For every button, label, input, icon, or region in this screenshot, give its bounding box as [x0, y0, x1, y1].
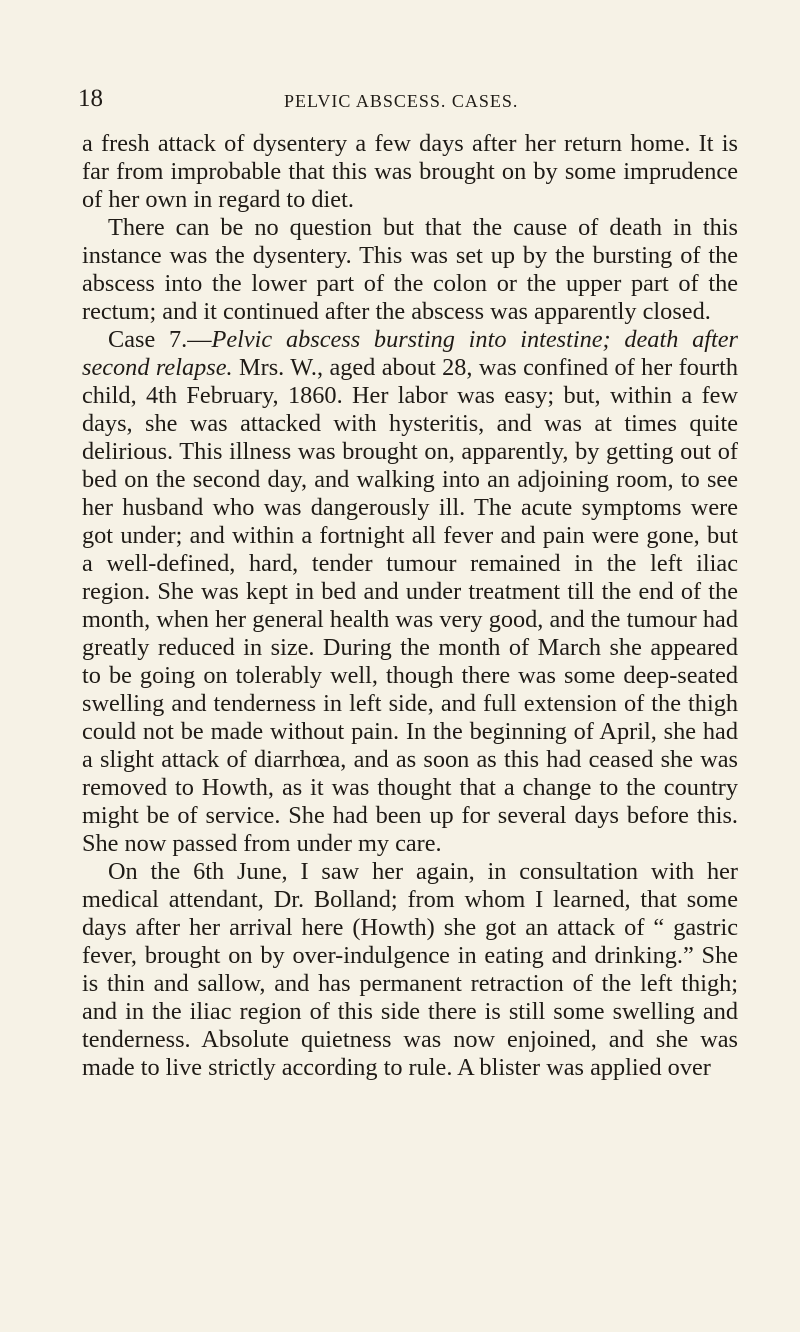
paragraph-case-7: [82, 326, 738, 858]
page-header: [78, 84, 738, 114]
page-number: 18: [78, 85, 103, 112]
running-head: PELVIC ABSCESS. CASES.: [284, 91, 519, 111]
paragraph-2: There can be no question but that the cause of death in this instance was the dysentery. This was set up by the bursting of the abscess into the lower part of the colon or the upper part of the rectum; and it continued after the abscess was apparently closed.: [82, 214, 738, 325]
case-7-title: Pelvic abscess bursting into intestine; death after second relapse.: [82, 326, 738, 381]
body-text: [82, 130, 738, 1082]
paragraph-1: a fresh attack of dysentery a few days after her return home. It is far from improbable that this was brought on by some imprudence of her own in regard to diet.: [82, 130, 738, 213]
case-7-text: Mrs. W., aged about 28, was confined of her fourth child, 4th February, 1860. Her labor was easy; but, within a few days, she was attacked with hysteritis, and was at times quite delirious. This illness was brought on, apparently, by getting out of bed on the second day, and walking into an adjoining room, to see her husband who was dangerously ill. The acute symptoms were got under; and within a fortnight all fever and pain were gone, but a well-defined, hard, tender tumour remained in the left iliac region. She was kept in bed and under treatment till the end of the month, when her general health was very good, and the tumour had greatly reduced in size. During the month of March she appeared to be going on tolerably well, though there was some deep-seated swelling and tenderness in left side, and full extension of the thigh could not be made without pain. In the beginning of April, she had a slight attack of diarrhœa, and as soon as this had ceased she was removed to Howth, as it was thought that a change to the country might be of service. She had been up for several days before this. She now passed from under my care.: [82, 354, 738, 857]
case-7-lead: Case 7.—: [108, 326, 212, 353]
paragraph-4: On the 6th June, I saw her again, in consultation with her medical attendant, Dr. Bolland; from whom I learned, that some days after her arrival here (Howth) she got an attack of “ gastric fever, brought on by over-indulgence in eating and drinking.” She is thin and sallow, and has permanent retraction of the left thigh; and in the iliac region of this side there is still some swelling and tenderness. Absolute quietness was now enjoined, and she was made to live strictly according to rule. A blister was applied over: [82, 858, 738, 1081]
